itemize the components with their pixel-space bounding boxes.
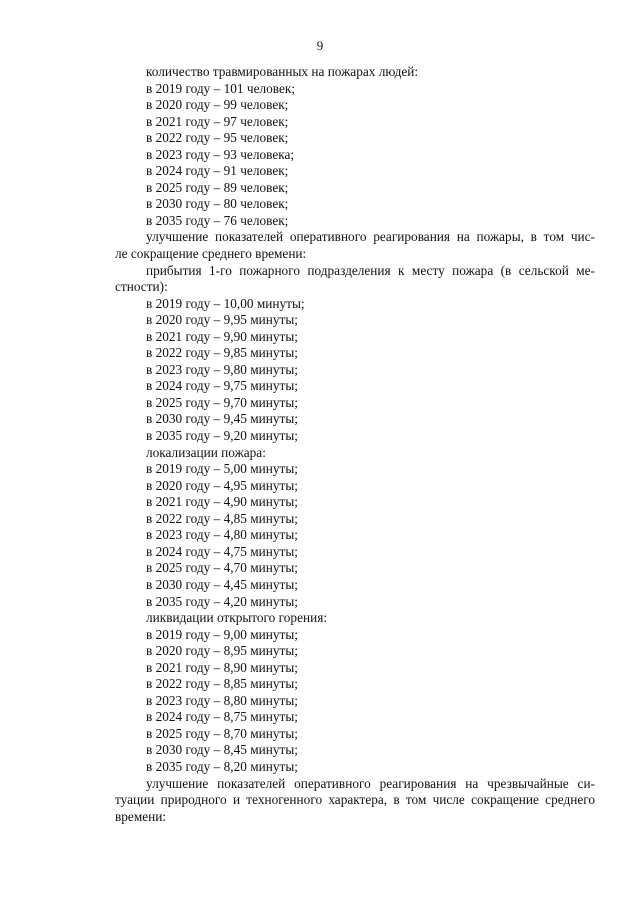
- text-line: в 2035 году – 76 человек;: [146, 212, 289, 228]
- text-line: в 2021 году – 4,90 минуты;: [146, 494, 298, 510]
- text-line: в 2022 году – 4,85 минуты;: [146, 510, 298, 526]
- text-line: количество травмированных на пожарах людей:: [146, 64, 419, 79]
- text-line: в 2019 году – 5,00 минуты;: [146, 461, 298, 477]
- page-number: 9: [316, 38, 324, 53]
- text-line: в 2030 году – 4,45 минуты;: [146, 576, 298, 592]
- text-line: времени:: [115, 808, 167, 824]
- text-line: в 2021 году – 9,90 минуты;: [146, 328, 298, 344]
- text-line: локализации пожара:: [146, 444, 266, 460]
- text-line: в 2030 году – 80 человек;: [146, 196, 289, 212]
- document-body: [115, 64, 595, 825]
- text-line: в 2024 году – 9,75 минуты;: [146, 378, 298, 394]
- text-line: в 2025 году – 4,70 минуты;: [146, 560, 298, 576]
- text-line: улучшение показателей оперативного реагирования на чрезвычайные си-: [146, 775, 595, 791]
- text-line: в 2021 году – 8,90 минуты;: [146, 659, 298, 675]
- text-line: в 2024 году – 8,75 минуты;: [146, 709, 298, 725]
- text-line: в 2035 году – 4,20 минуты;: [146, 593, 298, 609]
- text-line: в 2030 году – 8,45 минуты;: [146, 742, 298, 758]
- text-line: ликвидации открытого горения:: [146, 610, 328, 626]
- text-line: в 2030 году – 9,45 минуты;: [146, 411, 298, 427]
- text-line: в 2025 году – 89 человек;: [146, 179, 289, 195]
- text-line: стности):: [115, 279, 168, 295]
- text-line: в 2020 году – 99 человек;: [146, 97, 289, 113]
- text-line: туации природного и техногенного характера, в том числе сокращение среднего: [115, 792, 595, 808]
- text-line: в 2025 году – 9,70 минуты;: [146, 394, 298, 410]
- text-line: в 2022 году – 8,85 минуты;: [146, 676, 298, 692]
- text-line: прибытия 1-го пожарного подразделения к месту пожара (в сельской ме-: [146, 262, 595, 278]
- text-line: в 2022 году – 95 человек;: [146, 130, 289, 146]
- text-line: в 2021 году – 97 человек;: [146, 113, 289, 129]
- text-line: в 2025 году – 8,70 минуты;: [146, 725, 298, 741]
- text-line: в 2019 году – 101 человек;: [146, 80, 296, 96]
- text-line: в 2023 году – 8,80 минуты;: [146, 692, 298, 708]
- text-line: в 2023 году – 93 человека;: [146, 146, 295, 162]
- text-line: в 2023 году – 9,80 минуты;: [146, 361, 298, 377]
- text-line: в 2019 году – 9,00 минуты;: [146, 626, 298, 642]
- text-line: в 2020 году – 8,95 минуты;: [146, 643, 298, 659]
- text-line: в 2020 году – 9,95 минуты;: [146, 312, 298, 328]
- text-line: в 2024 году – 4,75 минуты;: [146, 543, 298, 559]
- text-line: в 2024 году – 91 человек;: [146, 163, 289, 179]
- text-line: в 2035 году – 9,20 минуты;: [146, 428, 298, 444]
- text-line: в 2023 году – 4,80 минуты;: [146, 527, 298, 543]
- text-line: улучшение показателей оперативного реагирования на пожары, в том чис-: [146, 229, 595, 245]
- text-line: в 2022 году – 9,85 минуты;: [146, 345, 298, 361]
- text-line: ле сокращение среднего времени:: [115, 246, 307, 262]
- text-line: в 2035 году – 8,20 минуты;: [146, 758, 298, 774]
- text-line: в 2019 году – 10,00 минуты;: [146, 295, 305, 311]
- text-line: в 2020 году – 4,95 минуты;: [146, 477, 298, 493]
